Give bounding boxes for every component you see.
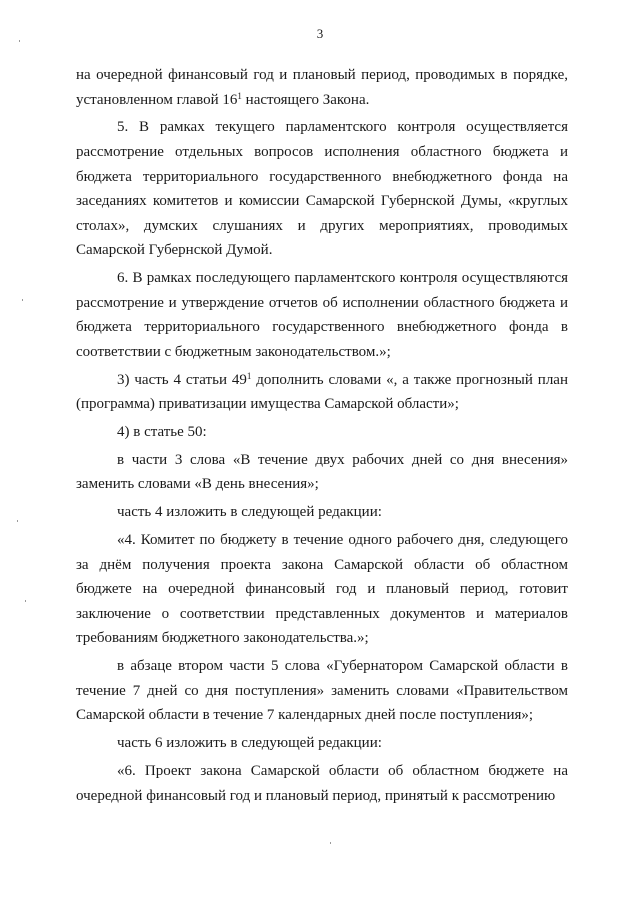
scan-speck — [19, 40, 20, 42]
paragraph-text: настоящего Закона. — [241, 91, 370, 108]
paragraph — [76, 266, 568, 364]
scan-speck — [22, 299, 23, 301]
scan-speck — [330, 842, 331, 844]
paragraph-text: часть 4 изложить в следующей редакции: — [117, 504, 382, 521]
paragraph — [76, 654, 568, 728]
paragraph-text: 6. В рамках последующего парламентского контроля осуществляются рассмотрение и утверждение отчетов об исполнении областного бюджета и бюджета территориального государственного внебюджетного фонда в соответствии с бюджетным законодательством.»; — [76, 270, 568, 360]
superscript: 1 — [246, 370, 252, 381]
paragraph — [76, 759, 568, 808]
scan-speck — [17, 520, 18, 522]
scan-speck — [25, 600, 26, 602]
paragraph — [76, 63, 568, 112]
paragraph — [76, 115, 568, 263]
paragraph-text: часть 6 изложить в следующей редакции: — [117, 735, 382, 752]
paragraph — [76, 500, 568, 525]
paragraph-text: на очередной финансовый год и плановый период, проводимых в порядке, установленном главой 16 — [76, 67, 568, 108]
paragraph-text: 5. В рамках текущего парламентского контроля осуществляется рассмотрение отдельных вопросов исполнения областного бюджета и бюджета территориального государственного внебюджетного фонда на заседаниях комитетов и комиссии Самарской Губернской Думы, «круглых столах», думских слушаниях и других мероприятиях, проводимых Самарской Губернской Думой. — [76, 119, 568, 259]
paragraph-text: 3) часть 4 статьи 49 — [117, 371, 247, 388]
paragraph-text: в абзаце втором части 5 слова «Губернатором Самарской области в течение 7 дней со дня поступления» заменить словами «Правительством Самарской области в течение 7 календарных дней после поступления»; — [76, 658, 568, 724]
paragraph — [76, 528, 568, 651]
paragraph-text: «6. Проект закона Самарской области об областном бюджете на очередной финансовый год и плановый период, принятый к рассмотрению — [76, 762, 568, 804]
paragraph — [76, 368, 568, 417]
paragraph-text: дополнить словами «, а также прогнозный план (программа) приватизации имущества Самарской области»; — [76, 371, 568, 413]
paragraph — [76, 731, 568, 756]
paragraph-text: 4) в статье 50: — [117, 424, 207, 441]
document-body — [76, 63, 568, 808]
paragraph — [76, 420, 568, 445]
paragraph-text: в части 3 слова «В течение двух рабочих дней со дня внесения» заменить словами «В день внесения»; — [76, 451, 568, 493]
page-number: 3 — [316, 26, 324, 41]
paragraph-text: «4. Комитет по бюджету в течение одного рабочего дня, следующего за днём получения проекта закона Самарской области об областном бюджете на очередной финансовый год и плановый период, готовит заключение о соответствии представленных документов и материалов требованиям бюджетного законодательства.»; — [76, 532, 568, 647]
superscript: 1 — [237, 90, 242, 101]
paragraph — [76, 448, 568, 497]
